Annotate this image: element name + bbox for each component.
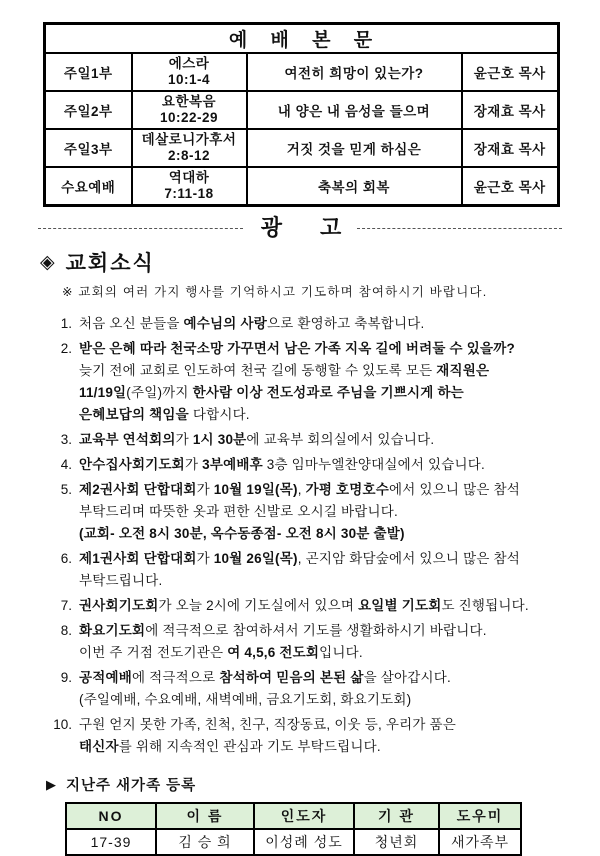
item-number: 1. <box>60 316 72 332</box>
regular-text: (주일예배, 수요예배, 새벽예배, 금요기도회, 화요기도회) <box>79 692 412 708</box>
bold-text: 가평 호명호수 <box>305 482 390 498</box>
bold-text: 예수님의 사랑 <box>183 316 267 332</box>
worship-row <box>45 129 559 167</box>
bold-text: 제2권사회 단합대회 <box>79 482 197 498</box>
item-number: 3. <box>60 432 72 448</box>
announcement-item <box>44 479 564 545</box>
scripture-line: 에스라 <box>168 55 210 71</box>
regular-text: 으로 환영하고 축복합니다. <box>266 316 425 332</box>
item-text <box>79 548 564 592</box>
new-family-column-header: NO <box>66 803 156 829</box>
regular-text: 에 적극적으로 <box>131 670 220 686</box>
regular-text: , <box>297 482 306 498</box>
item-text <box>79 429 564 451</box>
new-family-column-header: 이 름 <box>156 803 254 829</box>
preacher-cell: 장재효 목사 <box>462 91 559 129</box>
bold-text: 화요기도회 <box>79 623 146 639</box>
regular-text: 가 오늘 2시에 기도실에서 있으며 <box>158 598 359 614</box>
text-line <box>79 479 564 501</box>
text-line <box>79 523 564 545</box>
worship-row <box>45 91 559 129</box>
new-family-label <box>46 774 600 795</box>
scripture-line: 10:22-29 <box>159 110 219 125</box>
bold-text: (교회- 오전 8시 30분, 옥수동종점- 오전 8시 30분 출발) <box>79 526 405 542</box>
church-news-title: 교회소식 <box>65 252 155 276</box>
text-line <box>79 404 564 426</box>
announcement-item <box>44 313 564 335</box>
item-number: 7. <box>60 598 72 614</box>
regular-text: 가 <box>184 457 203 473</box>
regular-text: 부탁드립니다. <box>79 573 163 589</box>
preacher-cell: 윤근호 목사 <box>462 53 559 91</box>
scripture-line: 2:8-12 <box>167 148 211 163</box>
sermon-title-cell: 내 양은 내 음성을 들으며 <box>247 91 462 129</box>
worship-table-title: 예 배 본 문 <box>45 24 559 54</box>
scripture-line: 데살로니가후서 <box>141 131 237 147</box>
announcements-title: 광 고 <box>260 215 358 240</box>
announcement-item <box>44 429 564 451</box>
announcement-item <box>44 595 564 617</box>
text-line <box>79 338 564 360</box>
bold-text: 11/19일 <box>79 385 127 401</box>
new-family-table <box>65 802 522 856</box>
item-number: 8. <box>60 623 72 639</box>
regular-text: 구원 얻지 못한 가족, 친척, 친구, 직장동료, 이웃 등, 우리가 품은 <box>79 717 457 733</box>
regular-text: 도 진행됩니다. <box>441 598 529 614</box>
announcement-item <box>44 620 564 664</box>
regular-text: 에 적극적으로 참여하셔서 기도를 생활화하시기 바랍니다. <box>145 623 487 639</box>
regular-text: 처음 오신 분들을 <box>79 316 184 332</box>
item-text <box>79 479 564 545</box>
scripture-cell <box>132 129 247 167</box>
worship-table <box>43 22 560 207</box>
regular-text: 가 <box>175 432 193 448</box>
scripture-cell <box>132 53 247 91</box>
announcement-item <box>44 667 564 711</box>
triangle-icon: ▶ <box>46 777 57 793</box>
regular-text: 을 살아갑시다. <box>363 670 451 686</box>
bold-text: 교육부 연석회의 <box>79 432 176 448</box>
preacher-cell: 장재효 목사 <box>462 129 559 167</box>
item-number: 5. <box>60 482 72 498</box>
bold-text: 안수집사회기도회 <box>79 457 185 473</box>
item-text <box>79 338 564 426</box>
new-family-cell: 새가족부 <box>439 829 521 855</box>
bold-text: 참석하여 믿음의 본된 삶 <box>219 670 364 686</box>
sermon-title-cell: 거짓 것을 믿게 하심은 <box>247 129 462 167</box>
item-number: 4. <box>60 457 72 473</box>
announcements-header <box>38 216 562 240</box>
scripture-line: 역대하 <box>168 169 210 185</box>
text-line <box>79 429 564 451</box>
text-line <box>79 642 564 664</box>
diamond-icon: ◈ <box>40 251 57 273</box>
sermon-title-cell: 축복의 회복 <box>247 167 462 206</box>
announcement-item <box>44 454 564 476</box>
scripture-line: 요한복음 <box>161 93 217 109</box>
dashed-line-left <box>38 228 243 229</box>
bold-text: 3부예배후 <box>202 457 263 473</box>
text-line <box>79 382 564 404</box>
text-line <box>79 313 564 335</box>
scripture-line: 10:1-4 <box>167 72 211 87</box>
new-family-cell: 이성례 성도 <box>254 829 354 855</box>
bold-text: 받은 은혜 따라 천국소망 가꾸면서 남은 가족 지옥 길에 버려둘 수 있을까? <box>79 341 515 357</box>
item-text <box>79 667 564 711</box>
new-family-column-header: 도우미 <box>439 803 521 829</box>
item-number: 2. <box>60 341 72 357</box>
item-text <box>79 454 564 476</box>
service-cell: 수요예배 <box>45 167 132 206</box>
bold-text: 공적예배 <box>79 670 132 686</box>
church-news-note: ※ 교회의 여러 가지 행사를 기억하시고 기도하며 참여하시기 바랍니다. <box>62 285 488 300</box>
regular-text: (주일)까지 <box>126 385 193 401</box>
preacher-cell: 윤근호 목사 <box>462 167 559 206</box>
text-line <box>79 501 564 523</box>
bold-text: 여 4,5,6 전도회 <box>227 645 320 661</box>
text-line <box>79 360 564 382</box>
item-text <box>79 620 564 664</box>
new-family-row <box>66 829 521 855</box>
bold-text: 제1권사회 단합대회 <box>79 551 197 567</box>
text-line <box>79 714 564 736</box>
regular-text: 에서 있으니 많은 참석 <box>389 482 521 498</box>
worship-row <box>45 167 559 206</box>
new-family-column-header: 인도자 <box>254 803 354 829</box>
bold-text: 재직원은 <box>436 363 490 379</box>
regular-text: 부탁드리며 따뜻한 옷과 편한 신발로 오시길 바랍니다. <box>79 504 398 520</box>
new-family-cell: 김 승 희 <box>156 829 254 855</box>
bold-text: 10월 26일(목) <box>213 551 298 567</box>
item-text <box>79 595 564 617</box>
regular-text: 다합시다. <box>188 407 250 423</box>
bold-text: 10월 19일(목) <box>213 482 298 498</box>
bold-text: 권사회기도회 <box>79 598 159 614</box>
new-family-column-header: 기 관 <box>354 803 439 829</box>
regular-text: , 곤지암 화담숲에서 있으니 많은 참석 <box>297 551 521 567</box>
item-number: 6. <box>60 551 72 567</box>
announcement-item <box>44 338 564 426</box>
bold-text: 은혜보답의 책임을 <box>79 407 189 423</box>
text-line <box>79 667 564 689</box>
regular-text: 3층 임마누엘찬양대실에서 있습니다. <box>262 457 485 473</box>
regular-text: 이번 주 거점 전도기관은 <box>79 645 228 661</box>
scripture-line: 7:11-18 <box>164 186 214 201</box>
bold-text: 한사람 이상 전도성과로 주님을 기쁘시게 하는 <box>192 385 464 401</box>
regular-text: 를 위해 지속적인 관심과 기도 부탁드립니다. <box>118 739 381 755</box>
new-family-cell: 17-39 <box>66 829 156 855</box>
text-line <box>79 595 564 617</box>
text-line <box>79 689 564 711</box>
regular-text: 가 <box>196 551 214 567</box>
sermon-title-cell: 여전히 희망이 있는가? <box>247 53 462 91</box>
new-family-header-row <box>66 803 521 829</box>
service-cell: 주일2부 <box>45 91 132 129</box>
regular-text: 에 교육부 회의실에서 있습니다. <box>246 432 435 448</box>
text-line <box>79 620 564 642</box>
announcement-item <box>44 548 564 592</box>
announcement-item <box>44 714 564 758</box>
text-line <box>79 736 564 758</box>
church-news-heading <box>40 247 600 277</box>
regular-text: 가 <box>196 482 214 498</box>
item-text <box>79 714 564 758</box>
item-text <box>79 313 564 335</box>
dashed-line-right <box>357 228 562 229</box>
item-number: 9. <box>60 670 72 686</box>
announcements-list <box>44 313 564 758</box>
worship-row <box>45 53 559 91</box>
bold-text: 요일별 기도회 <box>358 598 442 614</box>
bold-text: 태신자 <box>79 739 119 755</box>
text-line <box>79 548 564 570</box>
worship-table-title-row <box>45 24 559 54</box>
regular-text: 입니다. <box>319 645 363 661</box>
service-cell: 주일3부 <box>45 129 132 167</box>
scripture-cell <box>132 91 247 129</box>
scripture-cell <box>132 167 247 206</box>
bold-text: 1시 30분 <box>192 432 247 448</box>
item-number: 10. <box>53 717 72 733</box>
text-line <box>79 570 564 592</box>
new-family-cell: 청년회 <box>354 829 439 855</box>
regular-text: 늦기 전에 교회로 인도하여 천국 길에 동행할 수 있도록 모든 <box>79 363 437 379</box>
text-line <box>79 454 564 476</box>
new-family-label-text: 지난주 새가족 등록 <box>66 778 197 795</box>
service-cell: 주일1부 <box>45 53 132 91</box>
